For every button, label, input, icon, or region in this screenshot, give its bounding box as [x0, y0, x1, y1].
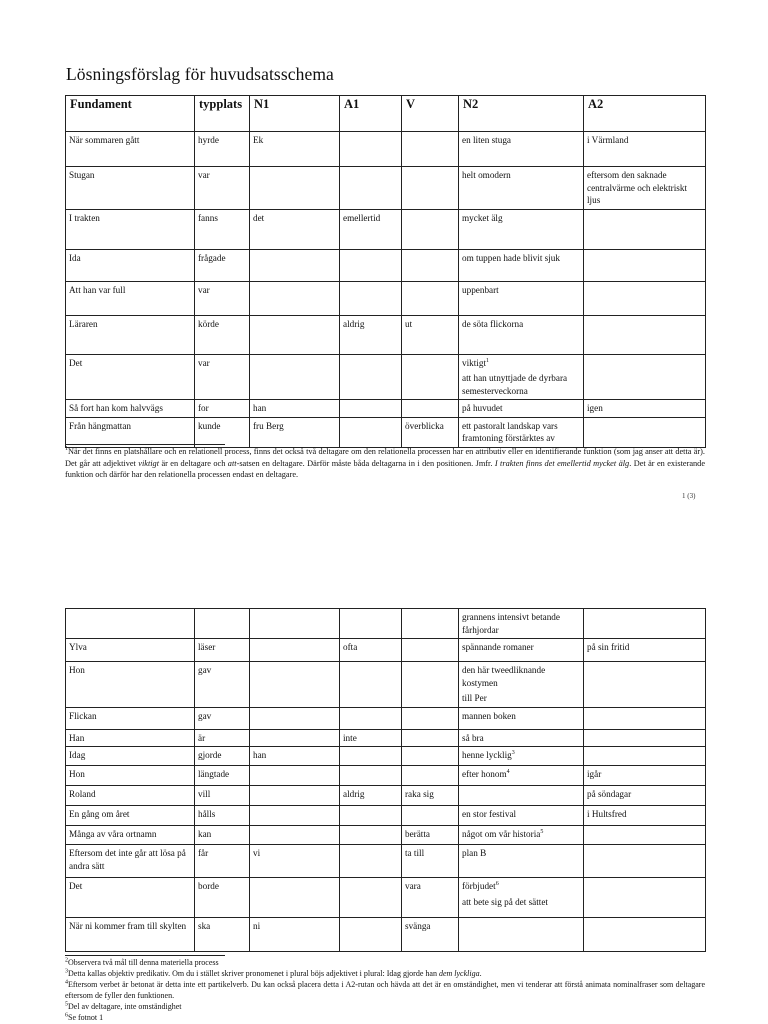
cell-n2 — [459, 639, 584, 662]
cell-text: ta till — [405, 848, 425, 858]
cell-n1 — [250, 806, 340, 826]
cell-text-extra: att han utnyttjade de dyrbara semesterveckorna — [462, 373, 568, 396]
cell-text: så bra — [462, 732, 484, 743]
cell-fundament — [66, 249, 195, 281]
cell-text: hyrde — [198, 135, 219, 145]
cell-text: inte — [343, 732, 357, 743]
cell-text: längtade — [198, 769, 230, 779]
cell-a1 — [340, 707, 402, 729]
cell-fundament — [66, 662, 195, 708]
cell-n2 — [459, 209, 584, 249]
cell-typplats — [195, 209, 250, 249]
cell-a1 — [340, 609, 402, 639]
cell-n2 — [459, 281, 584, 315]
cell-typplats — [195, 729, 250, 747]
cell-v — [402, 400, 459, 418]
cell-v — [402, 417, 459, 447]
cell-text: gjorde — [198, 750, 222, 760]
table-row — [66, 132, 706, 167]
cell-text: aldrig — [343, 318, 365, 329]
cell-v — [402, 707, 459, 729]
cell-text: efter honom — [462, 769, 507, 779]
footnotes-page2 — [65, 957, 705, 1023]
cell-a1 — [340, 354, 402, 400]
cell-a2 — [584, 315, 706, 354]
cell-a1 — [340, 878, 402, 918]
cell-a2 — [584, 132, 706, 167]
cell-text: uppenbart — [462, 284, 499, 295]
cell-a2 — [584, 609, 706, 639]
cell-typplats — [195, 707, 250, 729]
cell-a1 — [340, 417, 402, 447]
cell-v — [402, 315, 459, 354]
table-row — [66, 354, 706, 400]
cell-text-extra: att bete sig på det sättet — [462, 896, 548, 907]
cell-a1 — [340, 786, 402, 806]
header-typplats: typplats — [195, 96, 250, 132]
cell-text: var — [198, 357, 210, 368]
cell-v — [402, 918, 459, 952]
cell-a1 — [340, 400, 402, 418]
cell-n2 — [459, 609, 584, 639]
cell-a2 — [584, 662, 706, 708]
footnote-ref: 3 — [511, 749, 515, 756]
cell-v — [402, 878, 459, 918]
cell-a1 — [340, 209, 402, 249]
cell-a2 — [584, 729, 706, 747]
cell-text: något om vår historia — [462, 829, 541, 839]
cell-text: svänga — [405, 921, 431, 931]
footnote-4: $^4$Eftersom verbet är betonat är detta inte ett partikelverb. Du kan också placera detta i A2-rutan och hävda att det är en omständighet, men vi tenderar att förstå animata nominalfraser som deltagare eftersom de fyller den funktionen. — [65, 979, 705, 1000]
header-fundament: Fundament — [66, 96, 195, 132]
cell-text: det — [253, 212, 265, 223]
cell-text: körde — [198, 318, 219, 329]
cell-text: grannens intensivt betande fårhjordar — [462, 612, 560, 635]
cell-n2 — [459, 132, 584, 167]
cell-a1 — [340, 826, 402, 845]
cell-text: kan — [198, 829, 212, 839]
cell-text: var — [198, 284, 210, 295]
cell-a1 — [340, 747, 402, 766]
cell-text: förbjudet — [462, 881, 496, 891]
cell-text: Hon — [69, 665, 85, 675]
cell-n2 — [459, 315, 584, 354]
cell-text: eftersom den saknade centralvärme och elektriskt ljus — [587, 170, 687, 205]
cell-a1 — [340, 729, 402, 747]
cell-text: är — [198, 732, 206, 743]
cell-typplats — [195, 766, 250, 786]
cell-n2 — [459, 747, 584, 766]
cell-fundament — [66, 806, 195, 826]
cell-typplats — [195, 826, 250, 845]
cell-n1 — [250, 209, 340, 249]
table-row — [66, 639, 706, 662]
table-row — [66, 281, 706, 315]
cell-text: vi — [253, 848, 261, 858]
cell-text: överblicka — [405, 420, 444, 431]
cell-v — [402, 806, 459, 826]
cell-fundament — [66, 315, 195, 354]
table-row — [66, 400, 706, 418]
footnote-3: $^3$Detta kallas objektiv predikativ. Om du i stället skriver pronomenet i plural böjs adjektivet i plural: Idag gjorde han dem lyckliga. — [65, 968, 482, 978]
cell-fundament — [66, 400, 195, 418]
cell-v — [402, 786, 459, 806]
cell-text: När sommaren gått — [69, 135, 140, 145]
cell-text: ett pastoralt landskap vars framtoning förstärktes av — [462, 420, 558, 443]
cell-v — [402, 354, 459, 400]
cell-n1 — [250, 786, 340, 806]
cell-a2 — [584, 639, 706, 662]
table-row — [66, 918, 706, 952]
cell-a2 — [584, 806, 706, 826]
cell-a2 — [584, 918, 706, 952]
cell-n1 — [250, 707, 340, 729]
table-row — [66, 167, 706, 210]
cell-typplats — [195, 662, 250, 708]
cell-text: plan B — [462, 848, 487, 858]
cell-text: läser — [198, 642, 216, 652]
cell-fundament — [66, 747, 195, 766]
cell-text-extra: till Per — [462, 693, 487, 703]
cell-text: I trakten — [69, 212, 100, 223]
cell-fundament — [66, 826, 195, 845]
cell-text: aldrig — [343, 789, 365, 799]
cell-n1 — [250, 167, 340, 210]
cell-text: Många av våra ortnamn — [69, 829, 157, 839]
page-number: 1 (3) — [682, 492, 696, 500]
cell-text: hålls — [198, 809, 216, 819]
cell-a2 — [584, 766, 706, 786]
cell-v — [402, 609, 459, 639]
cell-fundament — [66, 609, 195, 639]
cell-v — [402, 826, 459, 845]
cell-n1 — [250, 315, 340, 354]
cell-typplats — [195, 609, 250, 639]
cell-v — [402, 766, 459, 786]
cell-text: borde — [198, 881, 219, 891]
cell-a1 — [340, 806, 402, 826]
cell-text: viktigt — [462, 357, 486, 368]
cell-fundament — [66, 281, 195, 315]
cell-text: var — [198, 170, 210, 180]
cell-text: Hon — [69, 769, 85, 779]
cell-a2 — [584, 209, 706, 249]
cell-a1 — [340, 167, 402, 210]
cell-n2 — [459, 400, 584, 418]
cell-fundament — [66, 209, 195, 249]
cell-n1 — [250, 639, 340, 662]
cell-n2 — [459, 845, 584, 878]
cell-typplats — [195, 167, 250, 210]
table-row — [66, 729, 706, 747]
cell-v — [402, 249, 459, 281]
cell-text: de söta flickorna — [462, 318, 524, 329]
cell-a1 — [340, 315, 402, 354]
cell-text: Han — [69, 732, 85, 743]
cell-text: en liten stuga — [462, 135, 511, 145]
table-row — [66, 662, 706, 708]
cell-text: i Värmland — [587, 135, 629, 145]
cell-text: ut — [405, 318, 413, 329]
cell-text: Ek — [253, 135, 264, 145]
cell-a2 — [584, 786, 706, 806]
cell-fundament — [66, 918, 195, 952]
cell-fundament — [66, 639, 195, 662]
cell-typplats — [195, 417, 250, 447]
table-row — [66, 609, 706, 639]
table-row — [66, 806, 706, 826]
cell-a2 — [584, 249, 706, 281]
cell-n1 — [250, 845, 340, 878]
cell-v — [402, 729, 459, 747]
cell-a1 — [340, 766, 402, 786]
cell-v — [402, 132, 459, 167]
table-row — [66, 707, 706, 729]
table-row — [66, 845, 706, 878]
cell-a1 — [340, 639, 402, 662]
cell-n1 — [250, 400, 340, 418]
table-row — [66, 766, 706, 786]
cell-n2 — [459, 786, 584, 806]
cell-a2 — [584, 826, 706, 845]
cell-a2 — [584, 878, 706, 918]
cell-a2 — [584, 845, 706, 878]
footnote-5: $^5$Del av deltagare, inte omständighet — [65, 1001, 182, 1011]
cell-n2 — [459, 806, 584, 826]
cell-text: Ylva — [69, 642, 87, 652]
cell-n2 — [459, 729, 584, 747]
cell-n2 — [459, 707, 584, 729]
cell-fundament — [66, 766, 195, 786]
table-header-row — [66, 96, 706, 132]
cell-fundament — [66, 707, 195, 729]
cell-text: Från hängmattan — [69, 420, 131, 431]
cell-text: frågade — [198, 252, 226, 263]
cell-n2 — [459, 354, 584, 400]
cell-text: Så fort han kom halvvägs — [69, 403, 163, 413]
cell-fundament — [66, 786, 195, 806]
cell-n1 — [250, 354, 340, 400]
cell-text: ska — [198, 921, 211, 931]
cell-fundament — [66, 132, 195, 167]
cell-text: helt omodern — [462, 170, 511, 180]
cell-text: på söndagar — [587, 789, 632, 799]
cell-text: Eftersom det inte går att lösa på andra sätt — [69, 848, 186, 871]
cell-text: gav — [198, 665, 212, 675]
cell-v — [402, 747, 459, 766]
cell-a1 — [340, 918, 402, 952]
cell-text: Läraren — [69, 318, 98, 329]
cell-a2 — [584, 707, 706, 729]
cell-a1 — [340, 132, 402, 167]
cell-n1 — [250, 249, 340, 281]
cell-text: När ni kommer fram till skylten — [69, 921, 187, 931]
table-row — [66, 878, 706, 918]
cell-typplats — [195, 315, 250, 354]
cell-text: ni — [253, 921, 261, 931]
cell-n1 — [250, 281, 340, 315]
cell-n1 — [250, 609, 340, 639]
cell-text: Idag — [69, 750, 86, 760]
cell-v — [402, 639, 459, 662]
cell-n1 — [250, 878, 340, 918]
cell-a1 — [340, 845, 402, 878]
cell-text: ofta — [343, 642, 358, 652]
cell-n2 — [459, 766, 584, 786]
cell-a2 — [584, 400, 706, 418]
cell-text: mycket älg — [462, 212, 503, 223]
cell-text: Ida — [69, 252, 81, 263]
cell-n1 — [250, 132, 340, 167]
cell-text: Att han var full — [69, 284, 126, 295]
cell-text: fru Berg — [253, 420, 284, 431]
cell-text: Det — [69, 881, 83, 891]
page-title: Lösningsförslag för huvudsatsschema — [66, 64, 334, 84]
cell-fundament — [66, 845, 195, 878]
cell-n1 — [250, 729, 340, 747]
cell-n1 — [250, 918, 340, 952]
footnote-ref: 4 — [506, 768, 510, 775]
cell-text: Roland — [69, 789, 96, 799]
cell-text: berätta — [405, 829, 430, 839]
table-row — [66, 786, 706, 806]
cell-text: En gång om året — [69, 809, 130, 819]
footnote-6: $^6$Se fotnot 1 — [65, 1012, 104, 1022]
footnote-2: $^2$Observera två mål till denna materiella process — [65, 957, 219, 967]
cell-text: Flickan — [69, 710, 97, 721]
table-row — [66, 747, 706, 766]
cell-a1 — [340, 249, 402, 281]
cell-fundament — [66, 354, 195, 400]
cell-n2 — [459, 417, 584, 447]
table-row — [66, 826, 706, 845]
cell-typplats — [195, 786, 250, 806]
table-row — [66, 417, 706, 447]
cell-n2 — [459, 878, 584, 918]
cell-text: han — [253, 750, 267, 760]
cell-text: får — [198, 848, 209, 858]
cell-n2 — [459, 167, 584, 210]
cell-text: fanns — [198, 212, 218, 223]
main-clause-table-page1 — [65, 95, 706, 448]
cell-v — [402, 209, 459, 249]
cell-text: kunde — [198, 420, 221, 431]
cell-v — [402, 845, 459, 878]
cell-text: Det — [69, 357, 83, 368]
cell-typplats — [195, 639, 250, 662]
cell-text: for — [198, 403, 209, 413]
cell-v — [402, 662, 459, 708]
cell-typplats — [195, 918, 250, 952]
table-row — [66, 249, 706, 281]
cell-a2 — [584, 281, 706, 315]
cell-a2 — [584, 747, 706, 766]
footnote-separator — [65, 444, 225, 445]
cell-typplats — [195, 281, 250, 315]
cell-a2 — [584, 167, 706, 210]
cell-v — [402, 167, 459, 210]
cell-text: igår — [587, 769, 602, 779]
cell-text: i Hultsfred — [587, 809, 627, 819]
header-n1: N1 — [250, 96, 340, 132]
cell-n1 — [250, 747, 340, 766]
cell-typplats — [195, 400, 250, 418]
header-n2: N2 — [459, 96, 584, 132]
cell-n2 — [459, 249, 584, 281]
cell-n1 — [250, 662, 340, 708]
cell-a2 — [584, 354, 706, 400]
cell-text: emellertid — [343, 212, 381, 223]
cell-text: Stugan — [69, 170, 95, 180]
cell-text: på huvudet — [462, 403, 503, 413]
cell-typplats — [195, 845, 250, 878]
main-clause-table-page2 — [65, 608, 706, 952]
cell-text: han — [253, 403, 267, 413]
footnote-ref: 1 — [486, 357, 489, 364]
table-row — [66, 209, 706, 249]
cell-n2 — [459, 826, 584, 845]
table-row — [66, 315, 706, 354]
cell-n1 — [250, 826, 340, 845]
cell-text: spännande romaner — [462, 642, 534, 652]
cell-typplats — [195, 747, 250, 766]
cell-fundament — [66, 167, 195, 210]
cell-typplats — [195, 806, 250, 826]
cell-text: gav — [198, 710, 212, 721]
cell-n1 — [250, 417, 340, 447]
header-a1: A1 — [340, 96, 402, 132]
cell-n1 — [250, 766, 340, 786]
cell-n2 — [459, 918, 584, 952]
cell-a1 — [340, 662, 402, 708]
cell-a1 — [340, 281, 402, 315]
cell-text: raka sig — [405, 789, 434, 799]
cell-typplats — [195, 878, 250, 918]
cell-text: igen — [587, 403, 603, 413]
cell-text: den här tweedliknande kostymen — [462, 665, 546, 688]
cell-fundament — [66, 417, 195, 447]
cell-text: mannen boken — [462, 710, 516, 721]
cell-typplats — [195, 249, 250, 281]
footnote-ref: 5 — [540, 828, 544, 835]
cell-typplats — [195, 354, 250, 400]
footnote-1: $^1$När det finns en platshållare och en relationell process, finns det också två deltagare om den relationella processen har en attributiv eller en identifierande funktion (som jag anser att detta är). Det går att adjektivet viktigt är en deltagare och att-satsen en deltagare. Därför måste båda deltagarna in i den positionen. Jmfr. I trakten finns det emellertid mycket älg. Det är en existerande funktion och därför har den relationella processen endast en deltagare. — [65, 446, 706, 479]
cell-text: vill — [198, 789, 211, 799]
cell-n2 — [459, 662, 584, 708]
cell-text: på sin fritid — [587, 642, 630, 652]
cell-text: en stor festival — [462, 809, 517, 819]
header-a2: A2 — [584, 96, 706, 132]
cell-a2 — [584, 417, 706, 447]
cell-fundament — [66, 729, 195, 747]
cell-v — [402, 281, 459, 315]
footnote-separator-2 — [65, 955, 225, 956]
header-v: V — [402, 96, 459, 132]
cell-text: henne lycklig — [462, 750, 512, 760]
cell-typplats — [195, 132, 250, 167]
footnote-ref: 6 — [495, 880, 499, 887]
cell-text: vara — [405, 881, 421, 891]
cell-fundament — [66, 878, 195, 918]
cell-text: om tuppen hade blivit sjuk — [462, 252, 560, 263]
